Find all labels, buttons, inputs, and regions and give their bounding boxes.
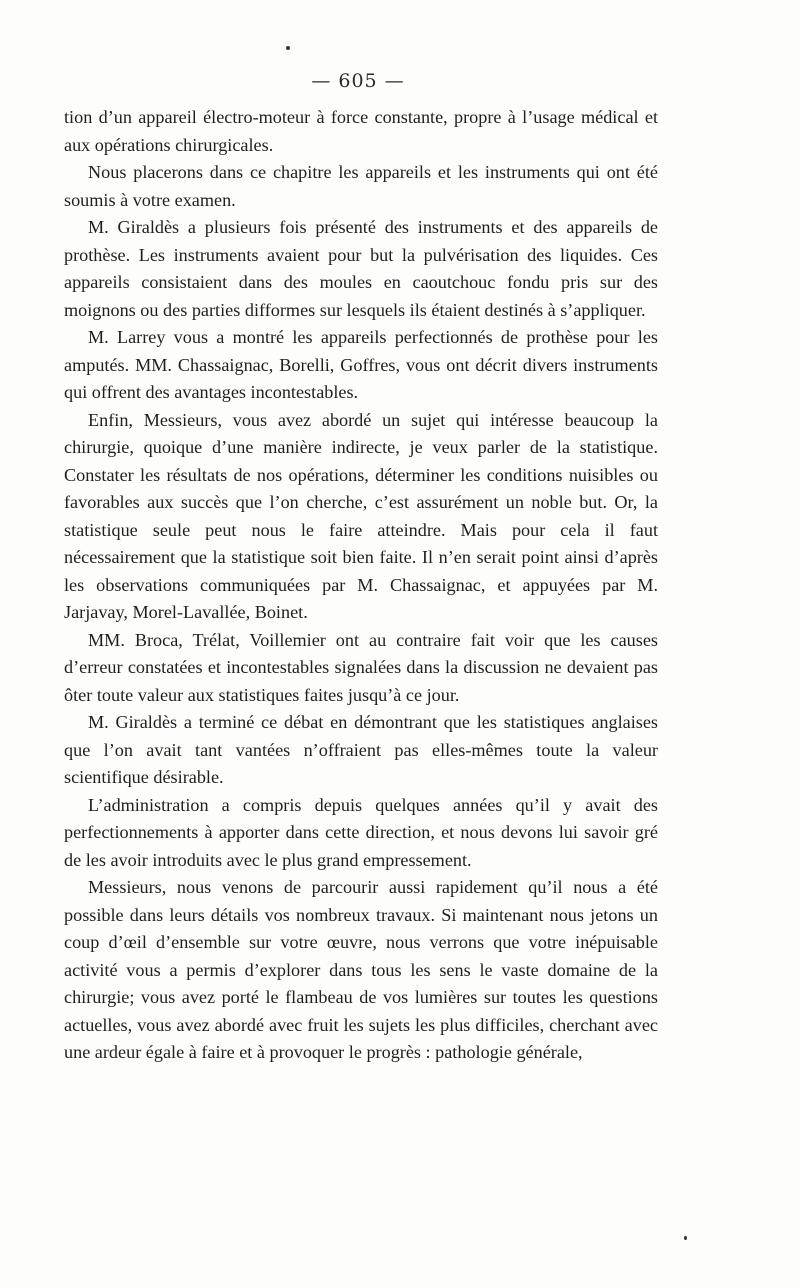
paragraph-2: Nous placerons dans ce chapitre les appareils et les instruments qui ont été soumis à votre examen. [64, 162, 658, 210]
paragraph-3: M. Giraldès a plusieurs fois présenté des instruments et des appareils de prothèse. Les instruments avaient pour but la pulvérisation des liquides. Ces appareils consistaient dans des moules en caoutchouc fondu pris sur des moignons ou des parties difformes sur lesquels ils étaient destinés à s’appliquer. [64, 217, 658, 320]
paragraph-6: MM. Broca, Trélat, Voillemier ont au contraire fait voir que les causes d’erreur constatées et incontestables signalées dans la discussion ne devaient pas ôter toute valeur aux statistiques faites jusqu’à ce jour. [64, 629, 658, 705]
paragraph-1: tion d’un appareil électro-moteur à force constante, propre à l’usage médical et aux opérations chirurgicales. [64, 107, 658, 155]
ink-speck [286, 46, 290, 50]
paragraph-7: M. Giraldès a terminé ce débat en démontrant que les statistiques anglaises que l’on avait tant vantées n’offraient pas elles-mêmes toute la valeur scientifique désirable. [64, 712, 658, 787]
ink-speck [684, 1236, 687, 1240]
paragraph-4: M. Larrey vous a montré les appareils perfectionnés de prothèse pour les amputés. MM. Chassaignac, Borelli, Goffres, vous ont décrit divers instruments qui offrent des avantages incontestables. [64, 327, 658, 402]
paragraph-5: Enfin, Messieurs, vous avez abordé un sujet qui intéresse beaucoup la chirurgie, quoique d’une manière indirecte, je veux parler de la statistique. Constater les résultats de nos opérations, déterminer les conditions nuisibles ou favorables aux succès que l’on cherche, c’est assurément un noble but. Or, la statistique seule peut nous le faire atteindre. Mais pour cela il faut nécessairement que la statistique soit bien faite. Il n’en serait point ainsi d’après les observations communiquées par M. Chassaignac, et appuyées par M. Jarjavay, Morel-Lavallée, Boinet. [64, 409, 658, 622]
paragraph-9: Messieurs, nous venons de parcourir aussi rapidement qu’il nous a été possible dans leurs détails vos nombreux travaux. Si maintenant nous jetons un coup d’œil d’ensemble sur votre œuvre, nous verrons que votre inépuisable activité vous a permis d’explorer dans tous les sens le vaste domaine de la chirurgie; vous avez porté le flambeau de vos lumières sur toutes les questions actuelles, vous avez abordé avec fruit les sujets les plus difficiles, cherchant avec une ardeur égale à faire et à provoquer le progrès : pathologie générale, [64, 877, 658, 1062]
body-text [64, 104, 658, 1067]
paragraph-8: L’administration a compris depuis quelques années qu’il y avait des perfectionnements à apporter dans cette direction, et nous devons lui savoir gré de les avoir introduits avec le plus grand empressement. [64, 794, 658, 870]
page-number: — 605 — [311, 70, 405, 92]
